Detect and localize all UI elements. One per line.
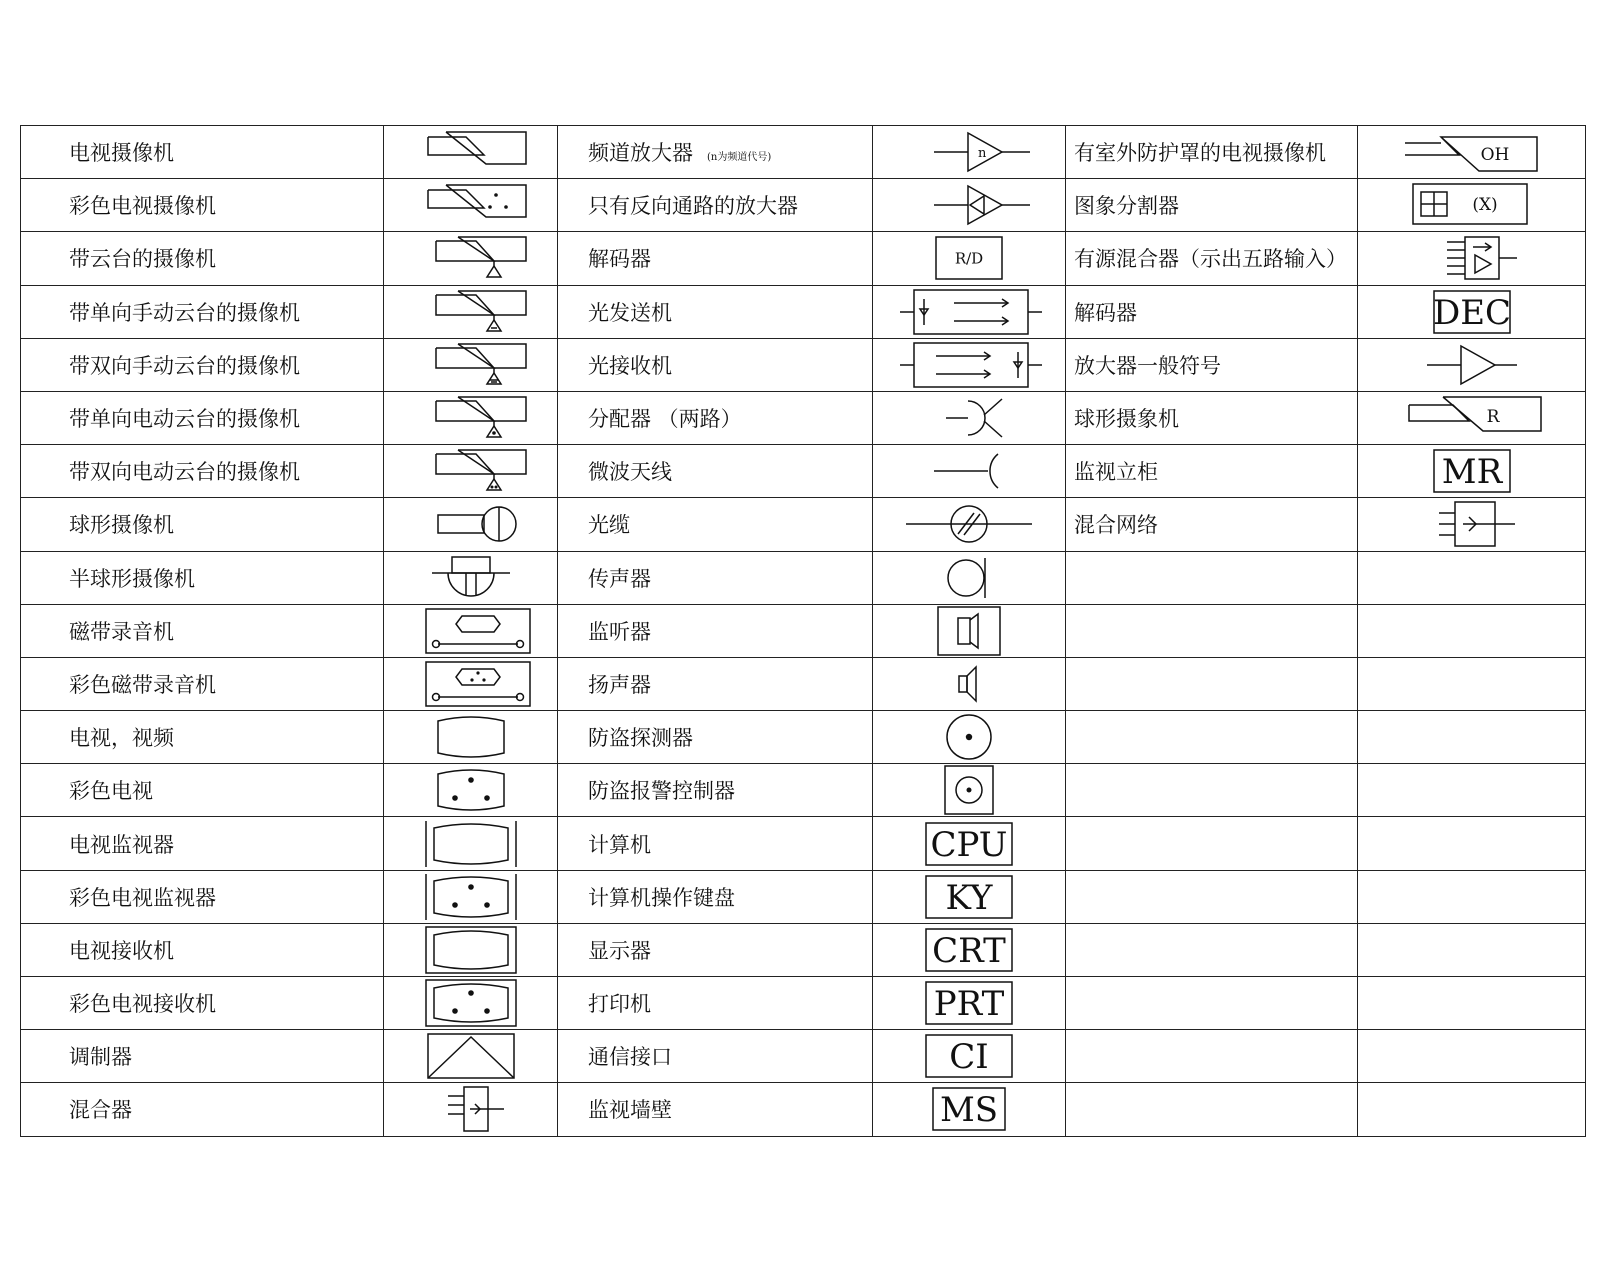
symbol-name-cell (558, 285, 873, 338)
symbol-cell (1358, 338, 1586, 391)
symbol-name: 调制器 (69, 1045, 132, 1070)
symbol-cell (873, 817, 1066, 870)
symbol-cell (384, 126, 558, 179)
symbol-name-cell (1066, 391, 1358, 444)
symbol-name: 计算机 (588, 832, 651, 857)
symbol-name: 彩色磁带录音机 (69, 672, 216, 697)
symbol-cell (873, 711, 1066, 764)
legend-row (21, 179, 1586, 232)
optical-receiver-icon (884, 340, 1054, 390)
symbol-name-cell (21, 551, 384, 604)
symbol-name: 彩色电视 (69, 779, 153, 804)
symbol-label: n (978, 146, 987, 162)
symbol-label: PRT (933, 984, 1005, 1025)
intrusion-detector-icon (884, 712, 1054, 762)
symbol-cell (1358, 817, 1586, 870)
symbol-name-cell (21, 1030, 384, 1083)
symbol-name-cell (21, 498, 384, 551)
symbol-cell (1358, 391, 1586, 444)
symbol-cell (873, 285, 1066, 338)
dome-camera-r-icon (1387, 393, 1557, 443)
printer-icon (884, 978, 1054, 1028)
symbol-name-cell (1066, 1030, 1358, 1083)
symbol-name-cell (1066, 923, 1358, 976)
symbol-cell (1358, 285, 1586, 338)
symbol-cell (384, 817, 558, 870)
alarm-controller-icon (884, 765, 1054, 815)
camera-twoway-electric-icon (386, 446, 556, 496)
keyboard-icon (884, 872, 1054, 922)
amplifier-icon (1387, 340, 1557, 390)
symbol-name-cell (1066, 977, 1358, 1030)
symbol-name: 彩色电视摄像机 (69, 194, 216, 219)
symbol-name: 光缆 (588, 513, 630, 538)
symbol-cell (1358, 977, 1586, 1030)
mixer-icon (386, 1084, 556, 1134)
symbol-cell (384, 870, 558, 923)
symbol-name-cell (21, 923, 384, 976)
symbol-name: 彩色电视接收机 (69, 992, 216, 1017)
symbol-cell (384, 445, 558, 498)
symbol-name-cell (558, 977, 873, 1030)
legend-row (21, 657, 1586, 710)
microphone-icon (884, 553, 1054, 603)
legend-row (21, 498, 1586, 551)
camera-pan-tilt-icon (386, 233, 556, 283)
symbol-cell (873, 604, 1066, 657)
symbol-name: 防盗报警控制器 (588, 779, 735, 804)
symbol-name-cell (21, 764, 384, 817)
symbol-cell (873, 977, 1066, 1030)
symbol-cell (873, 923, 1066, 976)
symbol-name: 带单向手动云台的摄像机 (69, 300, 300, 325)
symbol-name-cell (21, 126, 384, 179)
symbol-name-cell (558, 551, 873, 604)
symbol-cell (1358, 126, 1586, 179)
optical-transmitter-icon (884, 287, 1054, 337)
symbol-cell (384, 923, 558, 976)
symbol-name-cell (1066, 126, 1358, 179)
symbol-cell (384, 551, 558, 604)
symbol-cell (1358, 1083, 1586, 1136)
camera-icon (386, 127, 556, 177)
decoder-rd-icon (884, 233, 1054, 283)
symbol-note: (n为频道代号) (707, 152, 772, 164)
symbol-cell (1358, 1030, 1586, 1083)
symbol-cell (873, 764, 1066, 817)
symbol-cell (1358, 179, 1586, 232)
symbol-name: 光接收机 (588, 353, 672, 378)
tv-receiver-icon (386, 925, 556, 975)
symbol-label: DEC (1432, 292, 1511, 333)
symbol-cell (873, 498, 1066, 551)
symbol-name-cell (21, 179, 384, 232)
symbol-name-cell (558, 498, 873, 551)
legend-row (21, 338, 1586, 391)
symbol-cell (1358, 551, 1586, 604)
symbol-name: 防盗探测器 (588, 726, 693, 751)
symbol-label: MS (939, 1090, 999, 1131)
camera-oneway-electric-icon (386, 393, 556, 443)
symbol-cell (384, 1030, 558, 1083)
symbol-cell (873, 1083, 1066, 1136)
symbol-name-cell (1066, 764, 1358, 817)
symbol-name: 监听器 (588, 619, 651, 644)
symbol-cell (873, 338, 1066, 391)
camera-twoway-manual-icon (386, 340, 556, 390)
loudspeaker-icon (884, 659, 1054, 709)
image-splitter-icon (1387, 180, 1557, 230)
symbol-name: 电视，视频 (69, 726, 174, 751)
symbol-label: MR (1441, 452, 1502, 493)
symbol-cell (1358, 232, 1586, 285)
symbol-cell (873, 551, 1066, 604)
symbol-cell (384, 498, 558, 551)
symbol-label: CI (949, 1037, 989, 1078)
symbol-name: 半球形摄像机 (69, 566, 195, 591)
symbol-name-cell (558, 1083, 873, 1136)
symbol-cell (384, 285, 558, 338)
symbol-name: 传声器 (588, 566, 651, 591)
symbol-name-cell (21, 817, 384, 870)
monitor-wall-icon (884, 1084, 1054, 1134)
symbol-name: 有室外防护罩的电视摄像机 (1074, 141, 1326, 166)
symbol-legend-table (20, 125, 1586, 1137)
monitor-cabinet-icon (1387, 446, 1557, 496)
symbol-name-cell (21, 711, 384, 764)
optical-cable-icon (884, 499, 1054, 549)
symbol-name-cell (1066, 711, 1358, 764)
symbol-name: 解码器 (1074, 300, 1137, 325)
symbol-label: OH (1480, 145, 1509, 166)
symbol-name: 球形摄像机 (69, 513, 174, 538)
symbol-name-cell (1066, 604, 1358, 657)
modulator-icon (386, 1031, 556, 1081)
legend-row (21, 923, 1586, 976)
tv-monitor-icon (386, 819, 556, 869)
symbol-name-cell (558, 391, 873, 444)
symbol-name-cell (1066, 817, 1358, 870)
dome-camera-icon (386, 499, 556, 549)
symbol-name-cell (1066, 551, 1358, 604)
symbol-label: R (1486, 407, 1499, 428)
symbol-cell (1358, 711, 1586, 764)
symbol-name: 彩色电视监视器 (69, 885, 216, 910)
legend-row (21, 1030, 1586, 1083)
comm-interface-icon (884, 1031, 1054, 1081)
monitor-speaker-icon (884, 606, 1054, 656)
symbol-name: 带双向电动云台的摄像机 (69, 460, 300, 485)
symbol-name: 只有反向通路的放大器 (588, 194, 798, 219)
symbol-name: 带双向手动云台的摄像机 (69, 353, 300, 378)
symbol-cell (873, 870, 1066, 923)
symbol-name-cell (21, 338, 384, 391)
symbol-name: 带云台的摄像机 (69, 247, 216, 272)
legend-row (21, 711, 1586, 764)
symbol-name-cell (21, 604, 384, 657)
half-dome-camera-icon (386, 553, 556, 603)
symbol-name: 扬声器 (588, 672, 651, 697)
symbol-label: R/D (954, 249, 984, 268)
symbol-label: (X) (1471, 195, 1498, 216)
symbol-name-cell (558, 232, 873, 285)
symbol-cell (1358, 923, 1586, 976)
symbol-name-cell (558, 1030, 873, 1083)
symbol-cell (384, 338, 558, 391)
camera-oneway-manual-icon (386, 287, 556, 337)
symbol-name: 放大器一般符号 (1074, 353, 1221, 378)
symbol-name: 电视摄像机 (69, 141, 174, 166)
symbol-cell (1358, 764, 1586, 817)
color-tape-recorder-icon (386, 659, 556, 709)
legend-row (21, 551, 1586, 604)
symbol-cell (384, 391, 558, 444)
symbol-name: 混合网络 (1074, 513, 1158, 538)
reverse-amplifier-icon (884, 180, 1054, 230)
legend-row (21, 817, 1586, 870)
symbol-name: 监视立柜 (1074, 460, 1158, 485)
symbol-cell (384, 179, 558, 232)
symbol-name: 计算机操作键盘 (588, 885, 735, 910)
symbol-cell (384, 232, 558, 285)
symbol-cell (873, 445, 1066, 498)
active-mixer-icon (1387, 233, 1557, 283)
symbol-name-cell (558, 817, 873, 870)
symbol-cell (384, 657, 558, 710)
symbol-name-cell (21, 285, 384, 338)
symbol-cell (1358, 657, 1586, 710)
symbol-cell (873, 232, 1066, 285)
symbol-name: 图象分割器 (1074, 194, 1179, 219)
legend-row (21, 764, 1586, 817)
symbol-name-cell (558, 923, 873, 976)
symbol-name-cell (558, 126, 873, 179)
symbol-name-cell (1066, 498, 1358, 551)
channel-amplifier-icon (884, 127, 1054, 177)
legend-row (21, 870, 1586, 923)
decoder-dec-icon (1387, 287, 1557, 337)
symbol-cell (384, 604, 558, 657)
legend-row (21, 232, 1586, 285)
symbol-label: CRT (932, 931, 1006, 972)
symbol-name-cell (21, 445, 384, 498)
symbol-name-cell (21, 657, 384, 710)
tape-recorder-icon (386, 606, 556, 656)
symbol-name-cell (558, 657, 873, 710)
symbol-name-cell (21, 977, 384, 1030)
color-tv-monitor-icon (386, 872, 556, 922)
symbol-name-cell (21, 232, 384, 285)
symbol-name: 显示器 (588, 938, 651, 963)
symbol-name-cell (558, 179, 873, 232)
symbol-cell (873, 391, 1066, 444)
symbol-name-cell (1066, 657, 1358, 710)
symbol-cell (1358, 445, 1586, 498)
legend-row (21, 977, 1586, 1030)
symbol-name: 带单向电动云台的摄像机 (69, 407, 300, 432)
color-camera-icon (386, 180, 556, 230)
microwave-antenna-icon (884, 446, 1054, 496)
symbol-cell (1358, 498, 1586, 551)
symbol-name: 打印机 (588, 992, 651, 1017)
legend-row (21, 604, 1586, 657)
symbol-name: 分配器 （两路） (588, 407, 742, 432)
symbol-name-cell (21, 870, 384, 923)
symbol-name: 通信接口 (588, 1045, 672, 1070)
tv-icon (386, 712, 556, 762)
symbol-cell (873, 126, 1066, 179)
symbol-name-cell (558, 711, 873, 764)
symbol-name-cell (558, 338, 873, 391)
color-tv-icon (386, 765, 556, 815)
symbol-cell (873, 1030, 1066, 1083)
symbol-cell (384, 711, 558, 764)
symbol-name: 球形摄象机 (1074, 407, 1179, 432)
symbol-name: 频道放大器 (588, 141, 693, 166)
symbol-name-cell (1066, 445, 1358, 498)
display-icon (884, 925, 1054, 975)
symbol-name: 有源混合器（示出五路输入） (1074, 247, 1347, 272)
symbol-name: 解码器 (588, 247, 651, 272)
symbol-name-cell (558, 445, 873, 498)
symbol-name-cell (558, 604, 873, 657)
symbol-name-cell (21, 1083, 384, 1136)
legend-row (21, 391, 1586, 444)
symbol-cell (1358, 604, 1586, 657)
symbol-name: 微波天线 (588, 460, 672, 485)
symbol-cell (384, 764, 558, 817)
symbol-name-cell (21, 391, 384, 444)
symbol-name: 监视墙壁 (588, 1098, 672, 1123)
symbol-name: 电视监视器 (69, 832, 174, 857)
symbol-name: 混合器 (69, 1098, 132, 1123)
symbol-cell (873, 657, 1066, 710)
computer-icon (884, 819, 1054, 869)
splitter-icon (884, 393, 1054, 443)
legend-row (21, 445, 1586, 498)
outdoor-camera-icon (1387, 127, 1557, 177)
symbol-cell (1358, 870, 1586, 923)
symbol-name: 电视接收机 (69, 938, 174, 963)
mixing-network-icon (1387, 499, 1557, 549)
symbol-name-cell (558, 764, 873, 817)
symbol-label: CPU (930, 824, 1008, 865)
symbol-name-cell (1066, 1083, 1358, 1136)
legend-row (21, 1083, 1586, 1136)
symbol-cell (384, 1083, 558, 1136)
symbol-cell (384, 977, 558, 1030)
symbol-cell (873, 179, 1066, 232)
symbol-name-cell (558, 870, 873, 923)
symbol-name-cell (1066, 285, 1358, 338)
symbol-name-cell (1066, 338, 1358, 391)
legend-row (21, 126, 1586, 179)
symbol-label: KY (945, 877, 993, 918)
symbol-name: 光发送机 (588, 300, 672, 325)
symbol-name-cell (1066, 232, 1358, 285)
legend-row (21, 285, 1586, 338)
symbol-name-cell (1066, 870, 1358, 923)
symbol-name-cell (1066, 179, 1358, 232)
symbol-name: 磁带录音机 (69, 619, 174, 644)
color-tv-receiver-icon (386, 978, 556, 1028)
